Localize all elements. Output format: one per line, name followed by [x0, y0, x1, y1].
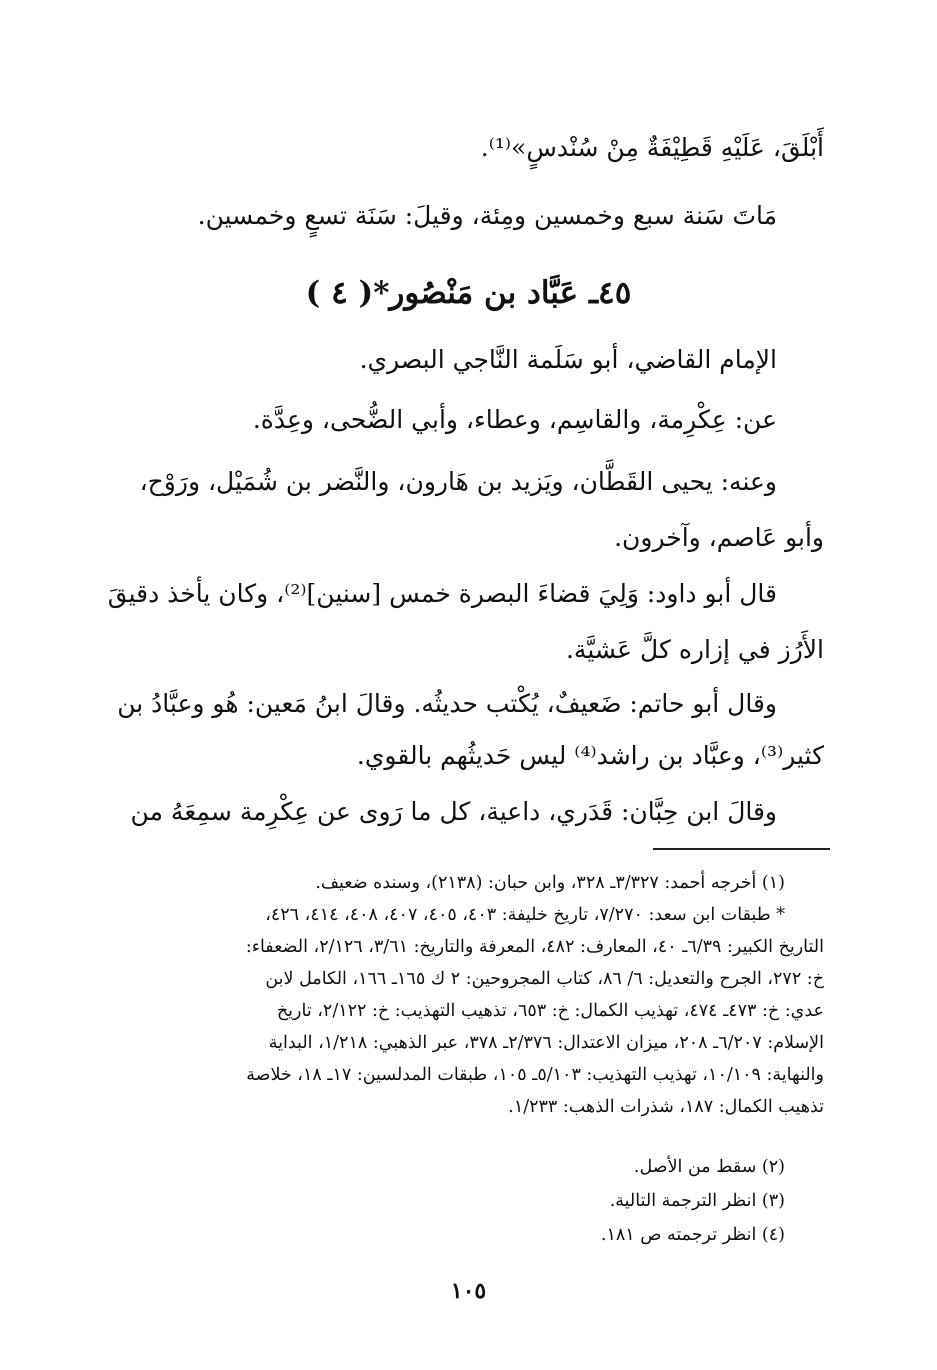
text-line: قال أبو داود: وَلِيَ قضاءَ البصرة خمس [سنين]⁽²⁾، وكان يأخذ دقيقَ: [107, 579, 777, 608]
text-line: وقال أبو حاتم: ضَعيفٌ، يُكْتب حديثُه. وقالَ ابنُ مَعين: هُو وعبَّادُ بن: [117, 689, 777, 718]
text-line: مَاتَ سَنة سبع وخمسين ومِئة، وقيلَ: سَنَة تسعٍ وخمسين.: [197, 201, 777, 230]
text-line: وعنه: يحيى القَطَّان، ويَزيد بن هَارون، والنَّضر بن شُمَيْل، ورَوْح،: [139, 467, 777, 496]
footnote: (٤) انظر ترجمته ص ١٨١.: [600, 1225, 785, 1245]
footnote: (١) أخرجه أحمد: ٣/٣٢٧ـ ٣٢٨، وابن حبان: (٢١٣٨)، وسنده ضعيف.: [315, 873, 785, 893]
footnote-sources: والنهاية: ١٠/١٠٩، تهذيب التهذيب: ٥/١٠٣ـ ١٠٥، طبقات المدلسين: ١٧ـ ١٨، خلاصة: [246, 1065, 824, 1085]
entry-heading: ٤٥ـ عَبَّاد بن مَنْصُور*( ٤ ): [305, 275, 632, 311]
text-line: عن: عِكْرِمة، والقاسِم، وعطاء، وأبي الضُّحى، وعِدَّة.: [252, 405, 777, 434]
footnote-sources: * طبقات ابن سعد: ٧/٢٧٠، تاريخ خليفة: ٤٠٣، ٤٠٥، ٤٠٧، ٤٠٨، ٤١٤، ٤٢٦،: [265, 905, 785, 925]
footnote-separator: [653, 848, 830, 850]
footnote-sources: عدي: خ: ٤٧٣ـ ٤٧٤، تهذيب الكمال: خ: ٦٥٣، تذهيب التهذيب: خ: ٢/١٢٢، تاريخ: [276, 1001, 824, 1021]
footnote: (٢) سقط من الأصل.: [633, 1157, 785, 1177]
text-line: أَبْلَقَ، عَلَيْهِ قَطِيْفَةٌ مِنْ سُنْدسٍ»⁽¹⁾.: [480, 133, 824, 162]
text-line: الأَرُز في إزاره كلَّ عَشيَّة.: [565, 635, 824, 664]
footnote-sources: الإسلام: ٦/٢٠٧ـ ٢٠٨، ميزان الاعتدال: ٢/٣٧٦ـ ٣٧٨، عبر الذهبي: ١/٢١٨، البداية: [268, 1033, 824, 1053]
text-line: وقالَ ابن حِبَّان: قَدَري، داعية، كل ما رَوى عن عِكْرِمة سمِعَهُ من: [130, 797, 777, 826]
footnote-sources: تذهيب الكمال: ١٨٧، شذرات الذهب: ١/٢٣٣.: [508, 1097, 824, 1117]
footnote-sources: خ: ٢٧٢، الجرح والتعديل: ٦/ ٨٦، كتاب المجروحين: ٢ ك ١٦٥ـ ١٦٦، الكامل لابن: [265, 969, 824, 989]
footnote-sources: التاريخ الكبير: ٦/٣٩ـ ٤٠، المعارف: ٤٨٢، المعرفة والتاريخ: ٣/٦١، ٢/١٢٦، الضعفاء:: [245, 937, 824, 957]
footnote: (٣) انظر الترجمة التالية.: [609, 1191, 785, 1211]
text-line: وأبو عَاصم، وآخرون.: [614, 523, 824, 552]
page-number: ١٠٥: [450, 1278, 487, 1304]
text-line: كثير⁽³⁾، وعبَّاد بن راشد⁽⁴⁾ ليس حَديثُهم بالقوي.: [356, 741, 824, 770]
text-line: الإمام القاضي، أبو سَلَمة النَّاجي البصري.: [359, 345, 777, 374]
